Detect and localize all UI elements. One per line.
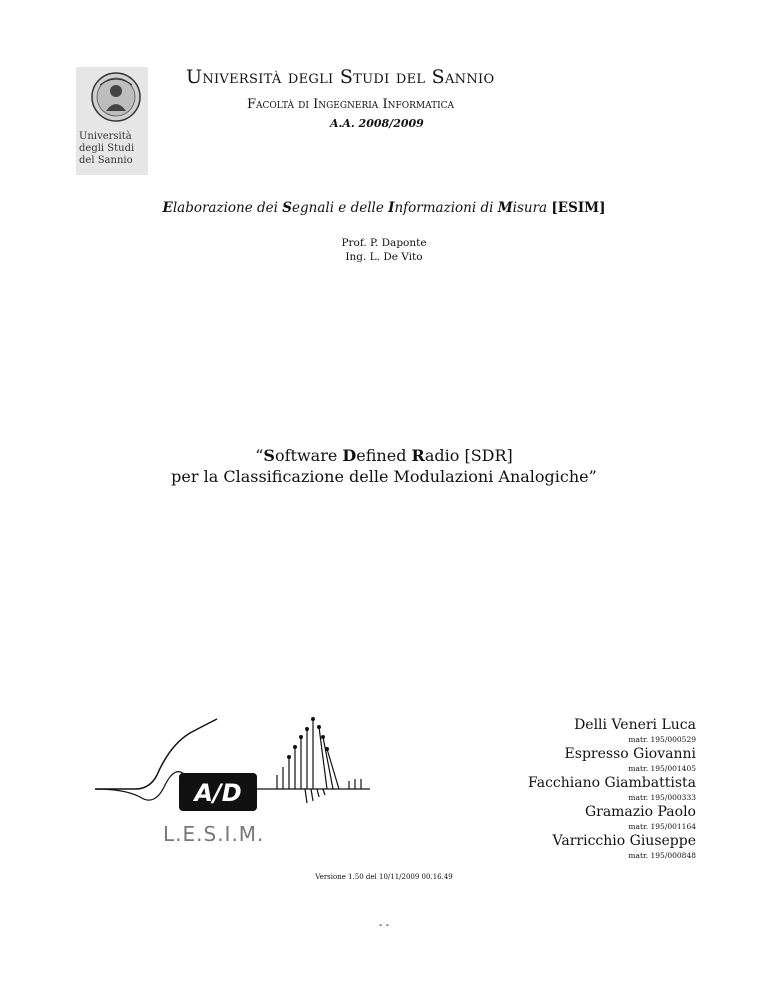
author-entry [396,832,696,861]
university-logo [76,67,148,175]
course-name-part: I [388,200,395,216]
academic-year: A.A. 2008/2009 [330,117,424,130]
course-name-part: M [497,200,513,216]
thesis-line1-part: S [263,446,275,465]
logo-text-line-1: Università [79,131,132,142]
version-info: Versione 1.50 del 10/11/2009 00.16.49 [315,873,453,881]
author-name: Gramazio Paolo [584,804,696,820]
course-name-part: E [162,200,173,216]
course-name-part: nformazioni di [394,200,498,216]
engineer-name: Ing. L. De Vito [345,251,423,263]
authors-list [396,716,696,861]
course-name-part: isura [512,200,552,216]
thesis-line1-part: R [411,446,425,465]
course-name-part: egnali e delle [292,200,389,216]
author-matricola: matr. 195/001405 [628,764,696,773]
thesis-line1-part: oftware [274,446,343,465]
course-name [163,200,552,216]
author-entry [396,774,696,803]
logo-text-line-3: del Sannio [79,155,133,166]
thesis-line1-part: efined [356,446,412,465]
thesis-title-line-2: per la Classificazione delle Modulazioni Analogiche” [171,467,597,486]
author-name: Espresso Giovanni [564,746,696,762]
author-entry [396,716,696,745]
logo-text-line-2: degli Studi [79,143,135,154]
professor-name: Prof. P. Daponte [341,237,427,249]
author-name: Delli Veneri Luca [574,717,696,733]
thesis-line1-part: “ [255,446,264,465]
thesis-title [0,445,768,487]
course-code: [ESIM] [551,200,606,216]
course-title [0,200,768,216]
author-entry [396,803,696,832]
author-entry [396,745,696,774]
thesis-line1-part: adio [SDR] [424,446,513,465]
author-matricola: matr. 195/001164 [628,822,696,831]
author-matricola: matr. 195/000529 [628,735,696,744]
author-name: Varricchio Giuseppe [552,833,696,849]
author-matricola: matr. 195/000848 [628,851,696,860]
lesim-logo [95,715,385,845]
lab-logo-badge: A/D [194,779,242,807]
page-number: - - [379,920,389,931]
author-name: Facchiano Giambattista [527,775,696,791]
thesis-title-line-1 [0,445,768,466]
lab-logo-name: L.E.S.I.M. [163,822,265,845]
faculty-name: Facoltà di Ingegneria Informatica [247,97,455,112]
course-name-part: S [282,200,292,216]
course-name-part: laborazione dei [172,200,283,216]
author-matricola: matr. 195/000333 [628,793,696,802]
university-title: Università degli Studi del Sannio [186,66,495,88]
thesis-line1-part: D [342,446,357,465]
